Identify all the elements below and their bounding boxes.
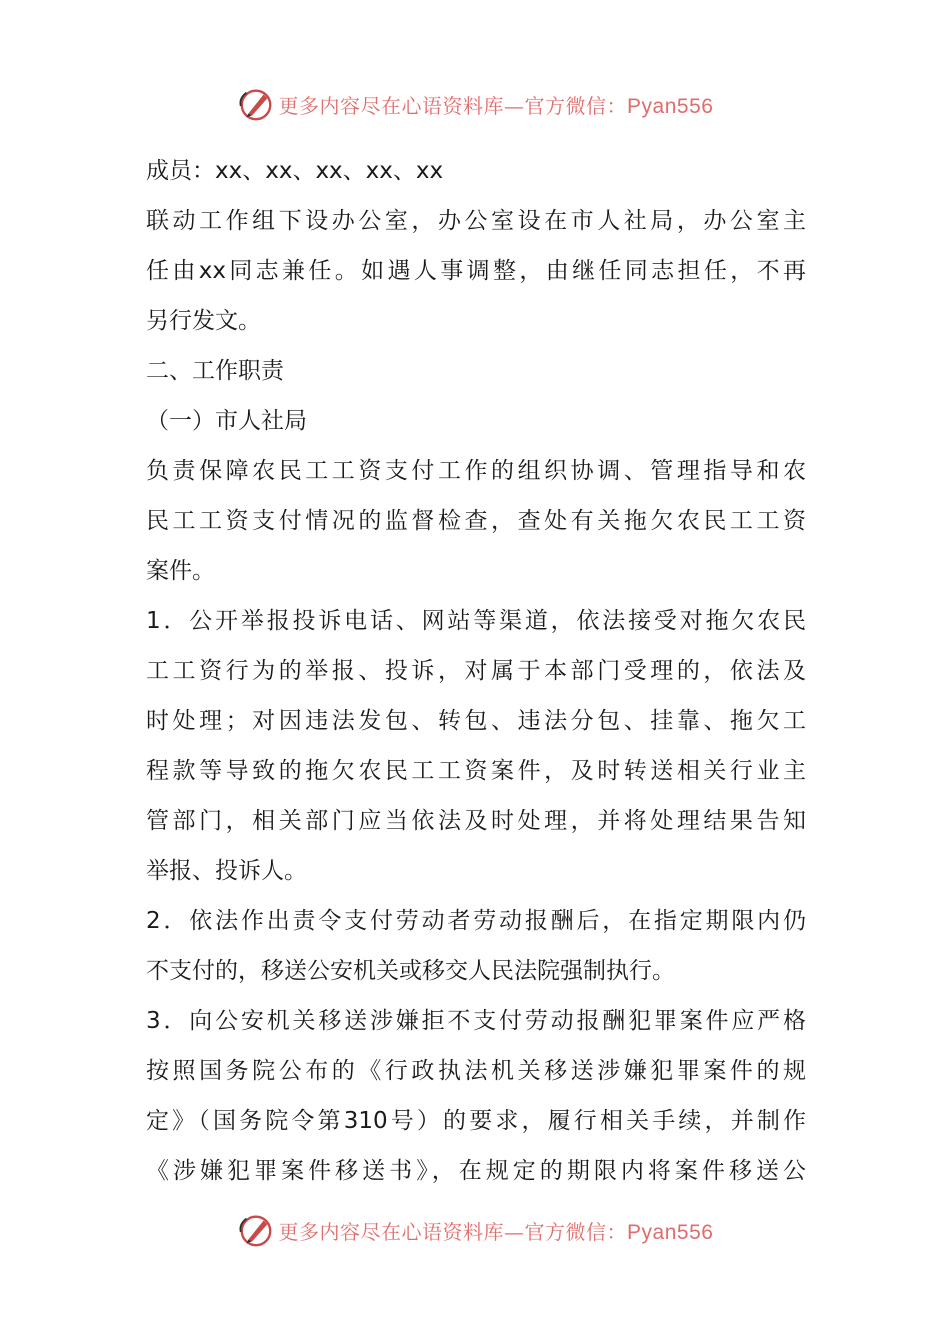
footer-banner: [0, 1208, 950, 1252]
footer-banner-text: [279, 1216, 714, 1245]
text-line: 负责保障农民工工资支付工作的组织协调、管理指导和农: [146, 458, 806, 484]
text-line: （一）市人社局: [146, 408, 307, 434]
header-banner-inner: [237, 85, 714, 123]
text-line: 3．向公安机关移送涉嫌拒不支付劳动报酬犯罪案件应严格: [146, 1008, 806, 1034]
text-line: 联动工作组下设办公室，办公室设在市人社局，办公室主: [146, 208, 806, 234]
text-line: 《涉嫌犯罪案件移送书》，在规定的期限内将案件移送公: [146, 1158, 806, 1184]
text-line: 二、工作职责: [146, 358, 284, 384]
text-line: 管部门，相关部门应当依法及时处理，并将处理结果告知: [146, 808, 806, 834]
banner-wechat-id: Pyan556: [627, 1220, 714, 1244]
text-line: 定》（国务院令第310号）的要求，履行相关手续，并制作: [146, 1108, 806, 1134]
footer-banner-inner: [237, 1211, 714, 1249]
header-banner: [0, 82, 950, 126]
text-line: 成员：xx、xx、xx、xx、xx: [146, 158, 444, 184]
text-line: 案件。: [146, 558, 215, 584]
text-line: 工工资行为的举报、投诉，对属于本部门受理的，依法及: [146, 658, 806, 684]
pen-nib-logo-icon: [237, 85, 275, 123]
text-line: 按照国务院公布的《行政执法机关移送涉嫌犯罪案件的规: [146, 1058, 806, 1084]
text-line: 任由xx同志兼任。如遇人事调整，由继任同志担任，不再: [146, 258, 806, 284]
banner-wechat-id: Pyan556: [627, 94, 714, 118]
text-line: 时处理；对因违法发包、转包、违法分包、挂靠、拖欠工: [146, 708, 806, 734]
text-line: 民工工资支付情况的监督检查，查处有关拖欠农民工工资: [146, 508, 806, 534]
text-line: 2．依法作出责令支付劳动者劳动报酬后，在指定期限内仍: [146, 908, 806, 934]
text-line: 程款等导致的拖欠农民工工资案件，及时转送相关行业主: [146, 758, 806, 784]
header-banner-text: [279, 90, 714, 119]
banner-slogan: 更多内容尽在心语资料库—官方微信：: [278, 1219, 628, 1244]
document-body: [146, 146, 806, 1196]
banner-slogan: 更多内容尽在心语资料库—官方微信：: [278, 93, 628, 118]
text-line: 1．公开举报投诉电话、网站等渠道，依法接受对拖欠农民: [146, 608, 806, 634]
pen-nib-logo-icon: [237, 1211, 275, 1249]
text-line: 不支付的，移送公安机关或移交人民法院强制执行。: [146, 958, 675, 984]
text-line: 举报、投诉人。: [146, 858, 307, 884]
text-line: 另行发文。: [146, 308, 261, 334]
